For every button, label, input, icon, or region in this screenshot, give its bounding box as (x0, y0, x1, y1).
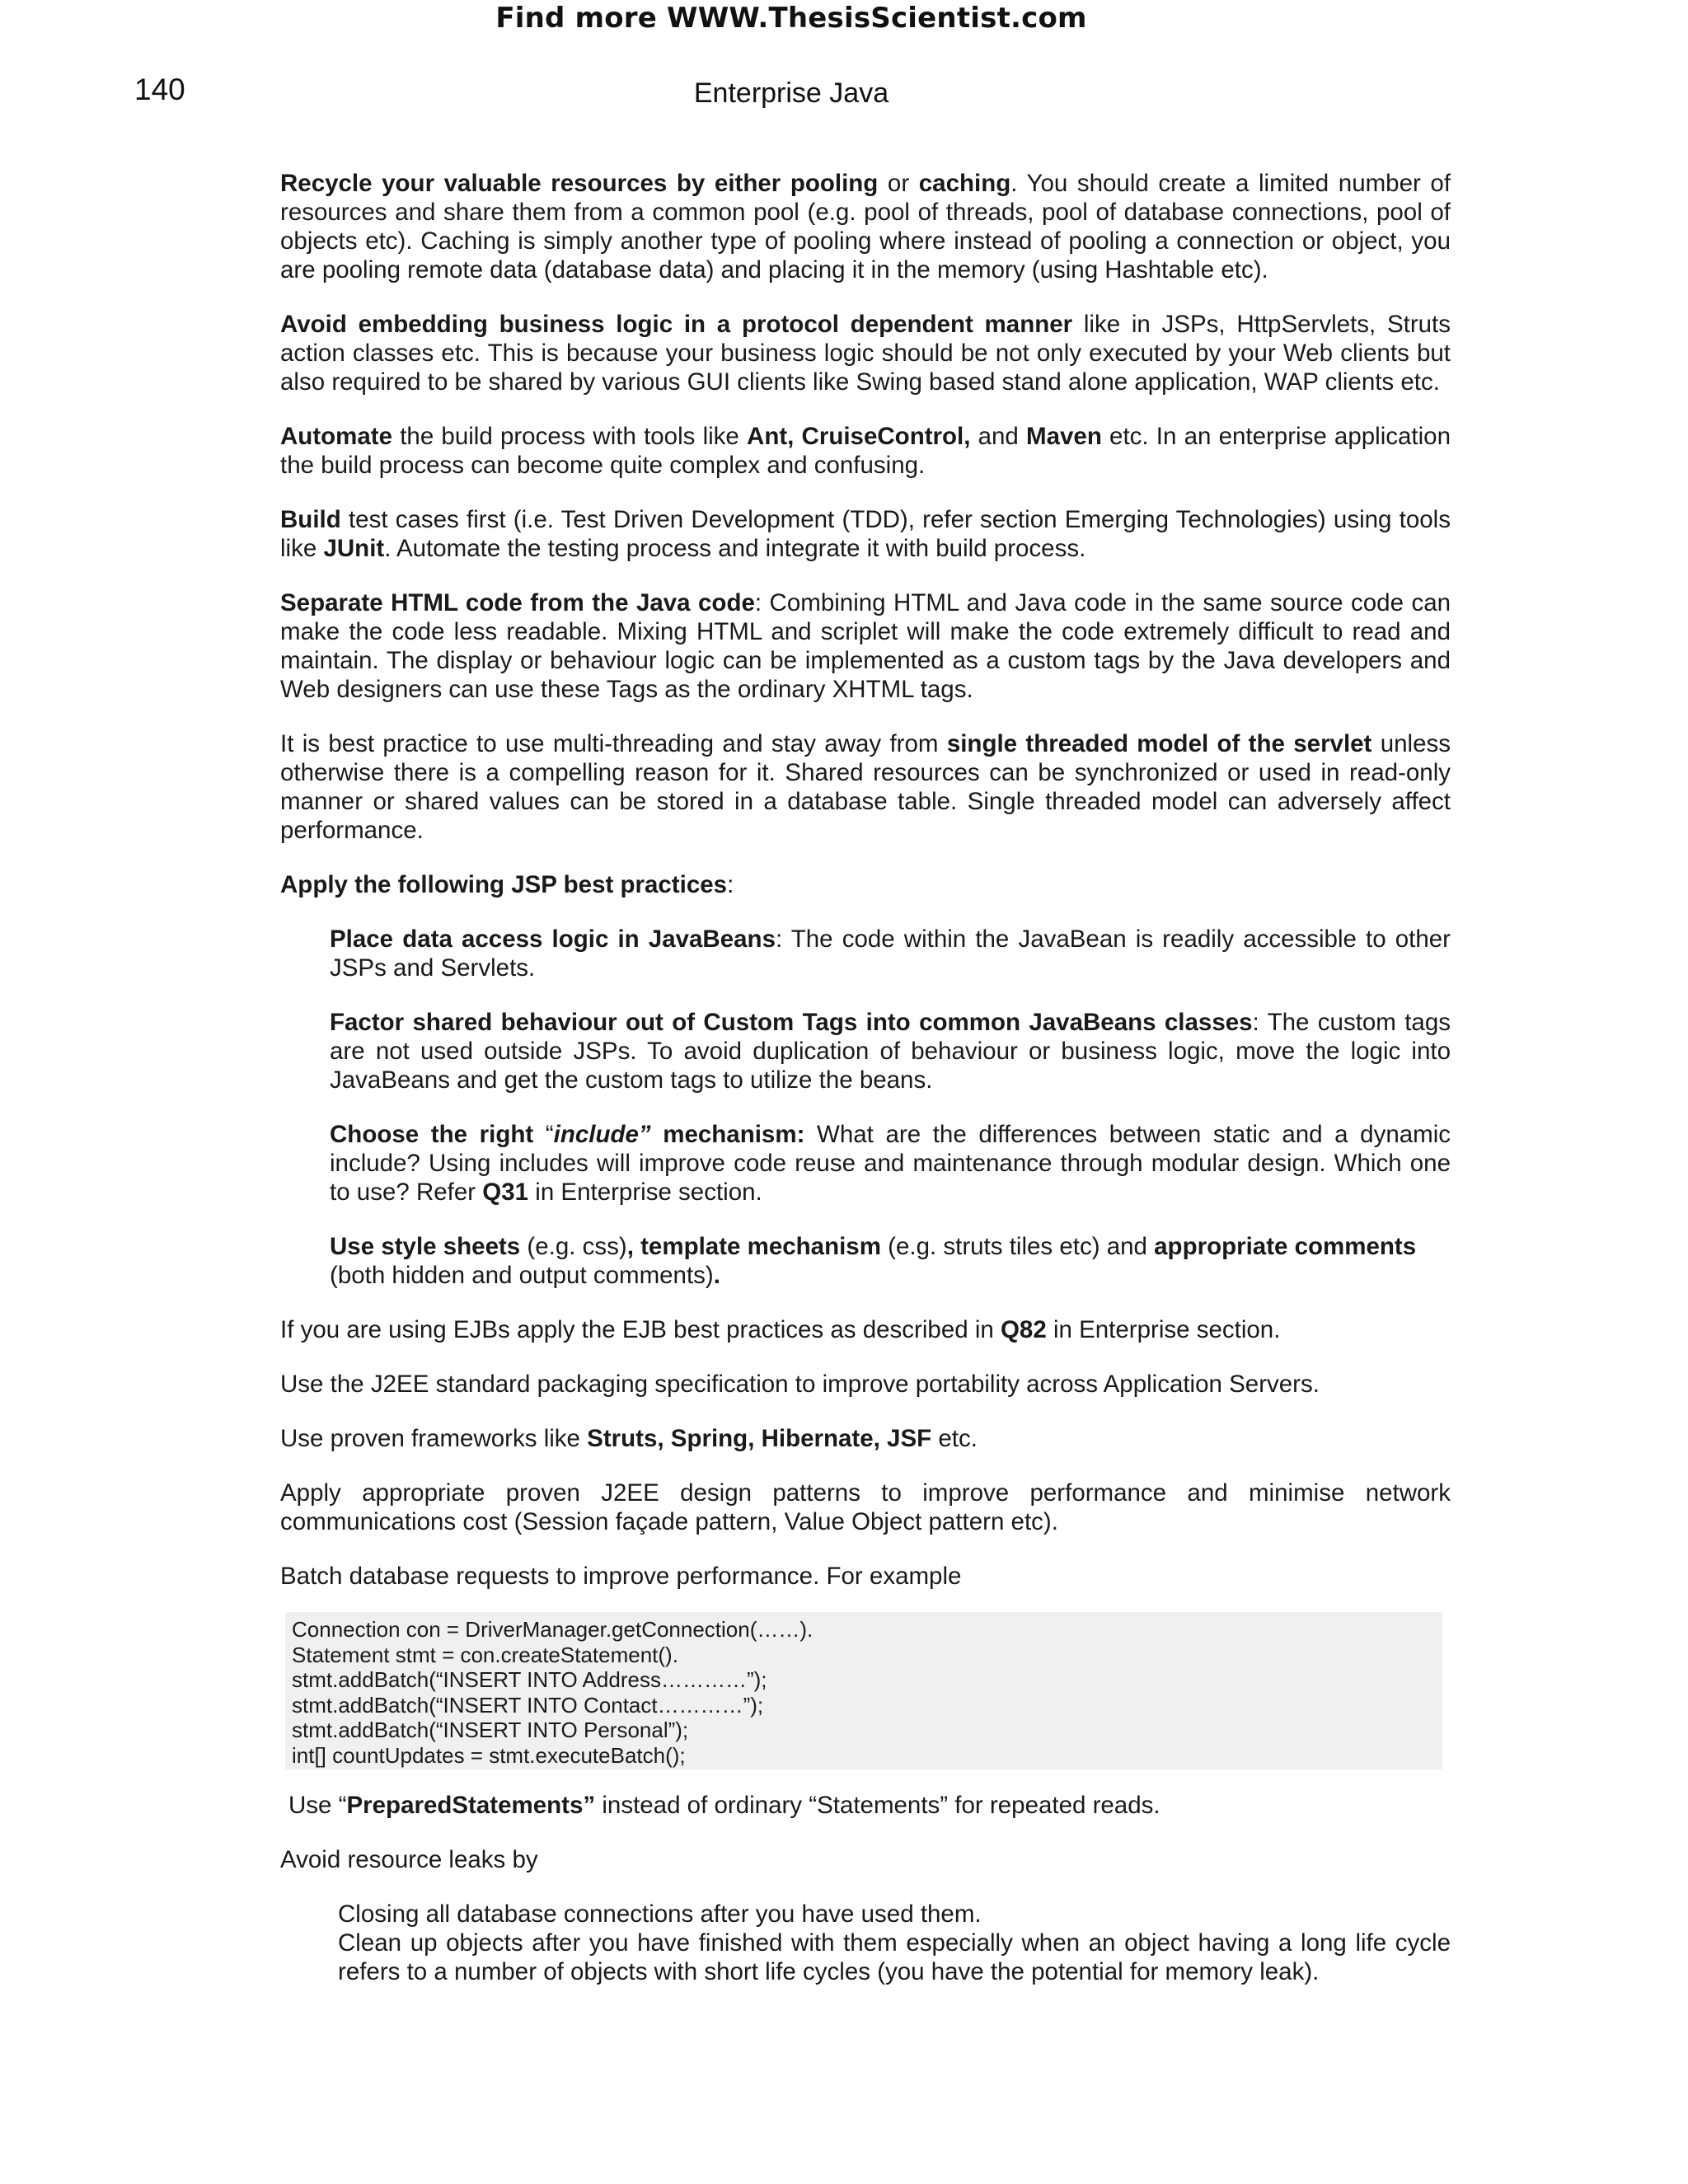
text: or (878, 170, 919, 197)
paragraph-recycle-resources (280, 169, 1451, 284)
code-sample (285, 1612, 1442, 1769)
paragraph-prepared-statements (288, 1791, 1451, 1820)
text: the build process with tools like (392, 423, 748, 450)
paragraph-ejb-practices (280, 1315, 1451, 1344)
text: . You should create a limited number of resources and share them from a common pool (e.g. pool of threads, pool of database connections, pool of objects etc). Caching is simply another type of pooling where instead of pooling a connection or object, you are pooling remote data (database data) and placing it in the memory (using Hashtable etc). (280, 170, 1451, 284)
resource-leak-list (338, 1900, 1451, 1986)
page-number: 140 (134, 73, 185, 106)
text: Use “ (288, 1792, 347, 1819)
bold-text: Place data access logic in JavaBeans (330, 926, 776, 953)
bold-text: caching (918, 170, 1011, 197)
bold-text: Q31 (482, 1179, 529, 1206)
bold-text: PreparedStatements” (346, 1792, 596, 1819)
bold-text: Apply the following JSP best practices (280, 871, 728, 898)
paragraph-build-tests (280, 505, 1451, 563)
bold-text: Choose the right (330, 1121, 546, 1148)
list-item: Closing all database connections after you have used them. (338, 1900, 982, 1928)
paragraph-include-mechanism (330, 1120, 1451, 1207)
bold-text: Q82 (1000, 1316, 1047, 1343)
bold-italic-text (554, 1121, 651, 1148)
code-line: int[] countUpdates = stmt.executeBatch(); (292, 1742, 686, 1768)
paragraph-resource-leaks (280, 1845, 1451, 1874)
code-line: Statement stmt = con.createStatement(). (292, 1642, 678, 1667)
text: etc. In an enterprise application the build process can become quite complex and confusing. (280, 423, 1451, 479)
bold-text: Use style sheets (330, 1233, 521, 1260)
text: Apply appropriate proven J2EE design patterns to improve performance and minimise network communications cost (Session façade pattern, Value Object pattern etc). (280, 1479, 1451, 1535)
paragraph-multithreading (280, 729, 1451, 845)
paragraph-batch-requests (280, 1562, 1451, 1591)
code-line: stmt.addBatch(“INSERT INTO Address…………”); (292, 1667, 767, 1692)
text: : The custom tags are not used outside JSPs. To avoid duplication of behaviour or business logic, move the logic into JavaBeans and get the custom tags to utilize the beans. (330, 1009, 1451, 1094)
text: like in JSPs, HttpServlets, Struts action classes etc. This is because your business logic should be not only executed by your Web clients but also required to be shared by various GUI clients like Swing based stand alone application, WAP clients etc. (280, 311, 1451, 396)
text: . Automate the testing process and integrate it with build process. (384, 535, 1086, 562)
running-header-title: Enterprise Java (693, 77, 889, 109)
code-line: stmt.addBatch(“INSERT INTO Contact…………”); (292, 1692, 764, 1718)
bold-text: Maven (1026, 423, 1102, 450)
code-line: Connection con = DriverManager.getConnection(……). (292, 1617, 814, 1642)
text: “ (545, 1121, 554, 1148)
text: Use the J2EE standard packaging specification to improve portability across Application Servers. (280, 1371, 1320, 1398)
text: It is best practice to use multi-threading and stay away from (280, 730, 947, 757)
text: Use proven frameworks like (280, 1425, 588, 1452)
paragraph-j2ee-packaging (280, 1370, 1451, 1399)
text: Batch database requests to improve performance. For example (280, 1563, 962, 1590)
bold-text: Avoid embedding business logic in a protocol dependent manner (280, 311, 1073, 338)
bold-text: JUnit (323, 535, 385, 562)
bold-text: Ant, CruiseControl, (747, 423, 971, 450)
paragraph-jsp-best-practices (280, 870, 1451, 899)
paragraph-style-sheets (330, 1232, 1451, 1290)
text: etc. (931, 1425, 978, 1452)
text: : The code within the JavaBean is readily accessible to other JSPs and Servlets. (330, 926, 1451, 982)
text: If you are using EJBs apply the EJB best practices as described in (280, 1316, 1001, 1343)
text: unless otherwise there is a compelling reason for it. Shared resources can be synchronized or used in read-only manner or shared values can be stored in a database table. Single threaded model can adversely affect performance. (280, 730, 1451, 844)
paragraph-automate-build (280, 422, 1451, 480)
bold-text: Automate (280, 423, 393, 450)
text: : (727, 871, 734, 898)
paragraph-data-access-logic (330, 925, 1451, 982)
page-body (280, 169, 1451, 1986)
text: in Enterprise section. (528, 1179, 762, 1206)
text: : Combining HTML and Java code in the same source code can make the code less readable. Mixing HTML and scriplet will make the code extremely difficult to read and maintain. The display or behaviour logic can be implemented as a custom tags by the Java developers and Web designers can use these Tags as the ordinary XHTML tags. (280, 589, 1451, 703)
site-banner: Find more WWW.ThesisScientist.com (495, 2, 1087, 35)
italic-text: include” (553, 1121, 651, 1148)
bold-text: single threaded model of the servlet (946, 730, 1372, 757)
bold-text: appropriate comments (1154, 1233, 1417, 1260)
text: Avoid resource leaks by (280, 1846, 538, 1873)
list-item: Clean up objects after you have finished with them especially when an object having a long life cycle refers to a number of objects with short life cycles (you have the potential for memory leak). (338, 1929, 1451, 1985)
bold-text: , template mechanism (626, 1233, 881, 1260)
bold-text: . (713, 1262, 720, 1289)
bold-text: Struts, Spring, Hibernate, JSF (587, 1425, 932, 1452)
paragraph-frameworks (280, 1424, 1451, 1453)
bold-text: mechanism: (650, 1121, 805, 1148)
paragraph-design-patterns (280, 1479, 1451, 1536)
text: test cases first (i.e. Test Driven Development (TDD), refer section Emerging Technologies) using tools like (280, 506, 1451, 562)
bold-text: Separate HTML code from the Java code (280, 589, 755, 616)
text: in Enterprise section. (1046, 1316, 1281, 1343)
bold-text: Recycle your valuable resources by either pooling (280, 170, 879, 197)
text: and (970, 423, 1027, 450)
bold-text: Build (280, 506, 341, 533)
text: (both hidden and output comments) (330, 1262, 714, 1289)
paragraph-business-logic (280, 310, 1451, 396)
text: (e.g. css) (520, 1233, 627, 1260)
code-line: stmt.addBatch(“INSERT INTO Personal”); (292, 1718, 689, 1742)
paragraph-separate-html (280, 588, 1451, 704)
bold-text: Factor shared behaviour out of Custom Tags into common JavaBeans classes (330, 1009, 1253, 1036)
text: instead of ordinary “Statements” for repeated reads. (595, 1792, 1160, 1819)
paragraph-factor-behaviour (330, 1008, 1451, 1094)
text: (e.g. struts tiles etc) and (880, 1233, 1155, 1260)
text: What are the differences between static and a dynamic include? Using includes will improve code reuse and maintenance through modular design. Which one to use? Refer (330, 1121, 1451, 1206)
